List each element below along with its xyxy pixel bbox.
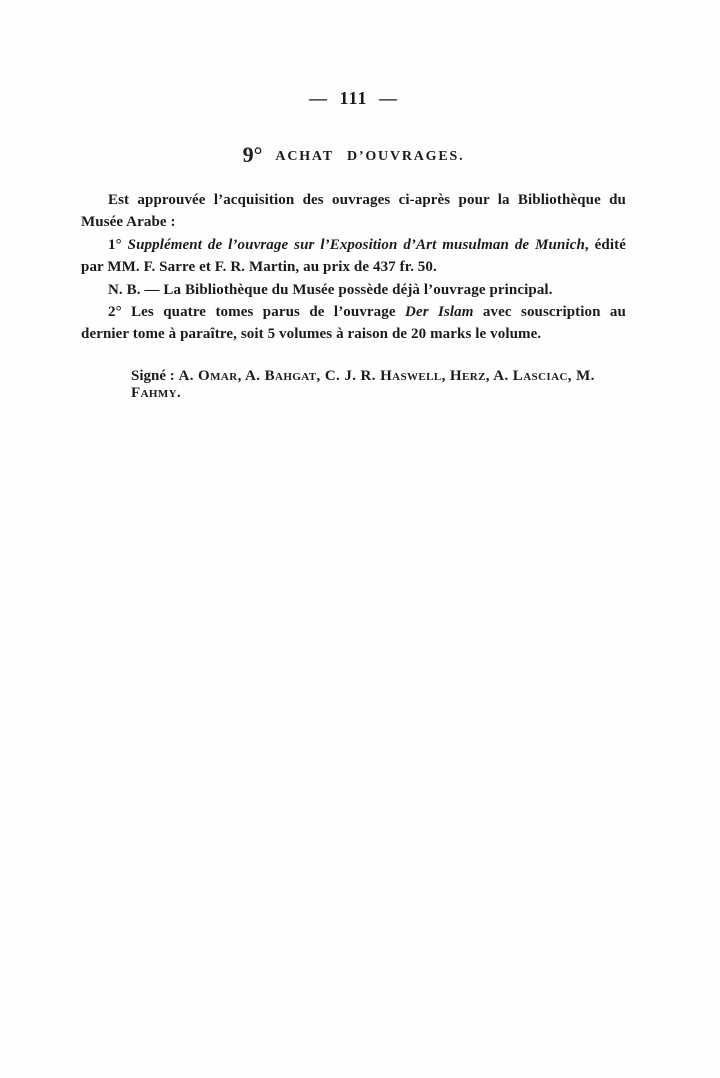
item-1-number: 1° [108, 236, 122, 253]
signature-line [81, 368, 626, 402]
page-number: — 111 — [308, 88, 398, 108]
item-1-line-end: , édité [584, 236, 626, 253]
item-1-book-title: Supplément de l’ouvrage sur l’Exposition d’Art musulman de Munich [127, 236, 585, 253]
body-line-6 [81, 301, 626, 323]
signature-prefix: Signé : [131, 368, 175, 384]
body-text-block [81, 189, 626, 346]
item-2-line-end: avec souscription au [482, 304, 626, 321]
heading-section-number: 9° [242, 142, 263, 167]
body-line-7: dernier tome à paraître, soit 5 volumes à raison de 20 marks le volume. [81, 326, 542, 343]
body-line-3 [81, 234, 626, 256]
body-line-1: Est approuvée l’acquisition des ouvrages ci-après pour la Bibliothèque du [108, 192, 626, 208]
heading-title: ACHAT D’OUVRAGES. [275, 149, 465, 164]
section-heading [81, 140, 626, 166]
item-2-start: 2° Les quatre tomes parus de l’ouvrage [108, 304, 396, 321]
body-line-4: par MM. F. Sarre et F. R. Martin, au prix de 437 fr. 50. [81, 259, 437, 276]
body-line-2: Musée Arabe : [81, 214, 176, 231]
signature-names: A. Omar, A. Bahgat, C. J. R. Haswell, Herz, A. Lasciac, M. Fahmy. [131, 368, 595, 401]
body-line-5-nota-bene: N. B. — La Bibliothèque du Musée possède déjà l’ouvrage principal. [108, 281, 553, 298]
item-2-book-title: Der Islam [405, 304, 474, 321]
